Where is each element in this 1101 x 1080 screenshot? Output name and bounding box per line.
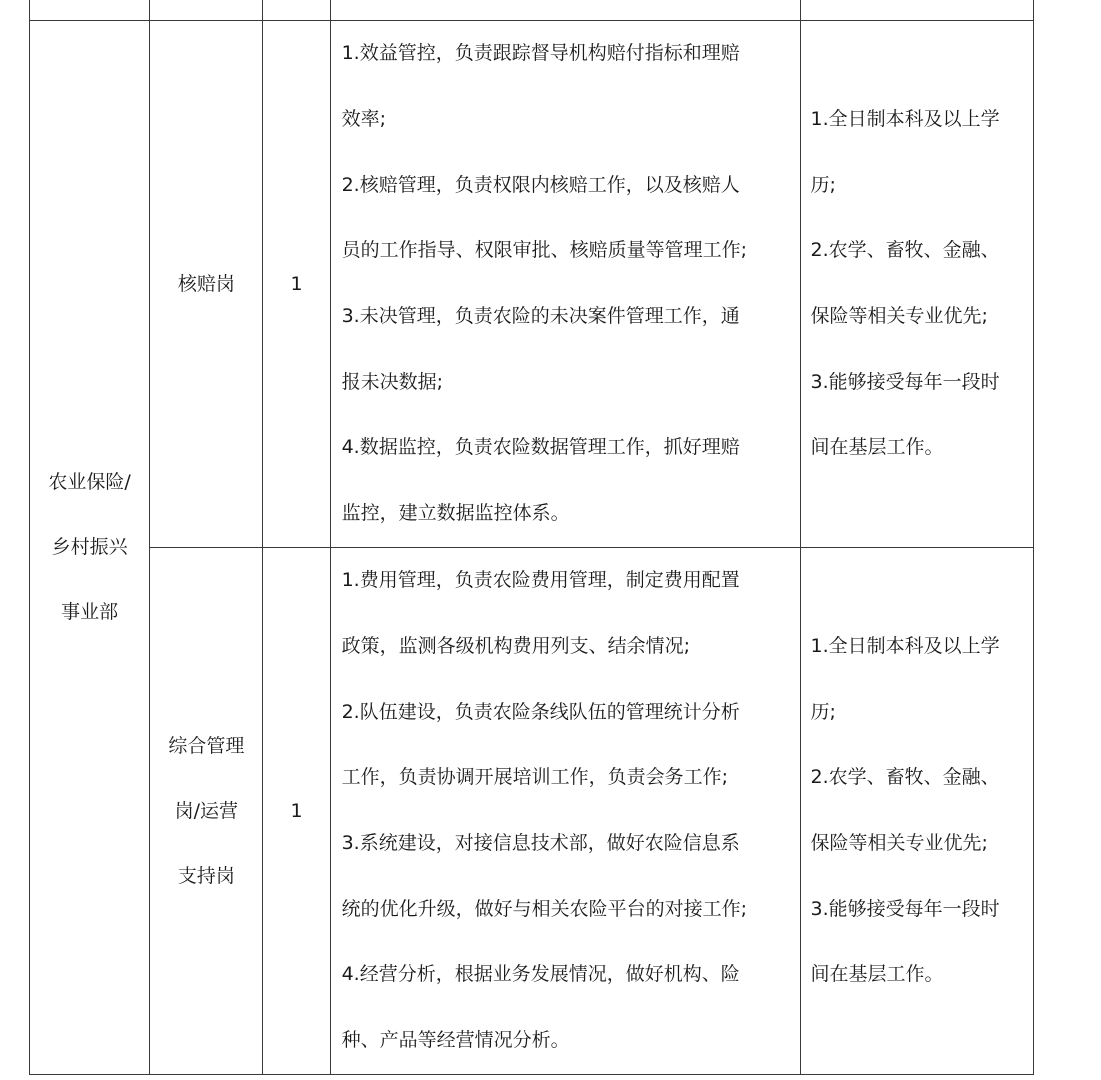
- duty-line: 1.费用管理，负责农险费用管理，制定费用配置: [341, 569, 740, 592]
- position-name-cell: [150, 548, 263, 1075]
- empty-cell: [263, 0, 330, 21]
- duty-line: 4.数据监控，负责农险数据管理工作，抓好理赔: [341, 436, 740, 459]
- headcount-cell: [263, 21, 330, 548]
- requirement-line: 2.农学、畜牧、金融、: [810, 766, 1000, 789]
- duty-line: 3.系统建设，对接信息技术部，做好农险信息系: [341, 832, 740, 854]
- position-name-line: 岗/运营: [174, 799, 239, 822]
- duty-line: 政策，监测各级机构费用列支、结余情况;: [341, 634, 690, 657]
- department-line: 乡村振兴: [51, 536, 128, 558]
- requirement-line: 历;: [810, 173, 836, 196]
- duty-line: 监控，建立数据监控体系。: [341, 502, 570, 525]
- duty-line: 2.核赔管理，负责权限内核赔工作，以及核赔人: [341, 173, 740, 196]
- duty-line: 工作，负责协调开展培训工作，负责会务工作;: [341, 766, 728, 789]
- empty-cell: [30, 0, 150, 21]
- duty-line: 种、产品等经营情况分析。: [341, 1029, 570, 1052]
- table-row: [30, 21, 1034, 548]
- requirement-line: 1.全日制本科及以上学: [810, 634, 1000, 657]
- job-posting-table: [29, 0, 1034, 1075]
- table-row-previous-tail: [30, 0, 1034, 21]
- duty-line: 报未决数据;: [341, 370, 443, 393]
- empty-cell: [330, 0, 800, 21]
- duty-line: 2.队伍建设，负责农险条线队伍的管理统计分析: [341, 700, 740, 723]
- headcount-cell: [263, 548, 330, 1075]
- requirement-line: 1.全日制本科及以上学: [810, 107, 1000, 130]
- requirement-line: 3.能够接受每年一段时: [810, 897, 1000, 920]
- duty-line: 4.经营分析，根据业务发展情况，做好机构、险: [341, 963, 740, 986]
- position-name-line: 核赔岗: [177, 272, 235, 295]
- empty-cell: [800, 0, 1034, 21]
- duty-cell: [330, 548, 800, 1075]
- department-cell: [30, 21, 150, 1075]
- position-name-cell: [150, 21, 263, 548]
- duty-line: 员的工作指导、权限审批、核赔质量等管理工作;: [341, 239, 747, 262]
- requirement-line: 2.农学、畜牧、金融、: [810, 239, 1000, 262]
- position-name-line: 综合管理: [168, 734, 245, 757]
- duty-cell: [330, 21, 800, 548]
- duty-line: 效率;: [341, 107, 386, 130]
- requirement-line: 历;: [810, 700, 836, 723]
- position-name-line: 支持岗: [177, 864, 235, 887]
- empty-cell: [150, 0, 263, 21]
- table-row: [30, 548, 1034, 1075]
- headcount-value: 1: [290, 272, 303, 295]
- department-line: 事业部: [61, 601, 119, 623]
- requirement-line: 3.能够接受每年一段时: [810, 370, 1000, 393]
- duty-line: 3.未决管理，负责农险的未决案件管理工作，通: [341, 305, 740, 327]
- department-line: 农业保险/: [48, 471, 131, 493]
- requirement-cell: [800, 21, 1034, 548]
- requirement-line: 保险等相关专业优先;: [810, 305, 988, 327]
- requirement-cell: [800, 548, 1034, 1075]
- requirement-line: 间在基层工作。: [810, 963, 944, 986]
- requirement-line: 保险等相关专业优先;: [810, 832, 988, 854]
- headcount-value: 1: [290, 799, 303, 822]
- requirement-line: 间在基层工作。: [810, 436, 944, 459]
- duty-line: 1.效益管控，负责跟踪督导机构赔付指标和理赔: [341, 42, 740, 65]
- duty-line: 统的优化升级，做好与相关农险平台的对接工作;: [341, 897, 747, 920]
